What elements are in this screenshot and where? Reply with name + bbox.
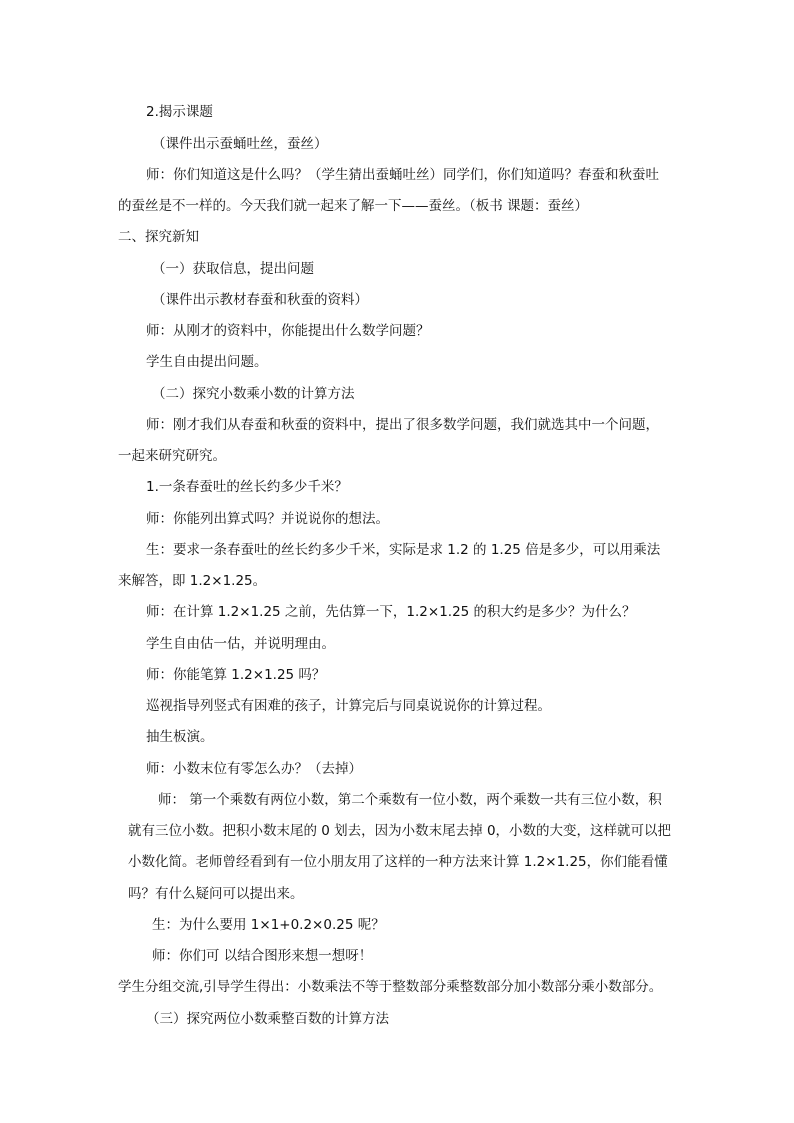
section-heading-explore: 二、探究新知: [118, 229, 199, 245]
paragraph-line: 师：小数末位有零怎么办？（去掉）: [146, 761, 362, 777]
paragraph-line: 生：为什么要用 1×1+0.2×0.25 呢？: [152, 917, 385, 933]
paragraph-line: 学生分组交流,引导学生得出：小数乘法不等于整数部分乘整数部分加小数部分乘小数部分。: [118, 979, 663, 995]
paragraph-line: 巡视指导列竖式有困难的孩子，计算完后与同桌说说你的计算过程。: [146, 698, 551, 714]
paragraph-line: 抽生板演。: [146, 729, 214, 745]
paragraph-line: 就有三位小数。把积小数末尾的 0 划去，因为小数末尾去掉 0，小数的大变，这样就可以把: [128, 823, 672, 839]
heading-reveal-topic: 2.揭示课题: [146, 104, 213, 120]
paragraph-line: 吗？有什么疑问可以提出来。: [128, 886, 304, 902]
paragraph-line: （课件出示蚕蛹吐丝，蚕丝）: [152, 136, 328, 152]
paragraph-line: 来解答，即 1.2×1.25。: [118, 573, 267, 589]
paragraph-line: 师： 第一个乘数有两位小数，第二个乘数有一位小数，两个乘数一共有三位小数，积: [158, 792, 662, 808]
paragraph-line: 的蚕丝是不一样的。今天我们就一起来了解一下——蚕丝。（板书 课题：蚕丝）: [118, 198, 589, 214]
subsection-heading: （一）获取信息，提出问题: [152, 261, 314, 277]
subsection-heading: （二）探究小数乘小数的计算方法: [152, 386, 355, 402]
paragraph-line: 师：你能笔算 1.2×1.25 吗？: [146, 667, 326, 683]
paragraph-line: 小数化简。老师曾经看到有一位小朋友用了这样的一种方法来计算 1.2×1.25，你们能看懂: [128, 854, 668, 870]
paragraph-line: 学生自由提出问题。: [146, 354, 268, 370]
paragraph-line: 师：你能列出算式吗？并说说你的想法。: [146, 511, 389, 527]
paragraph-line: 生：要求一条春蚕吐的丝长约多少千米，实际是求 1.2 的 1.25 倍是多少，可以用乘法: [146, 542, 661, 558]
paragraph-line: 师：你们可 以结合图形来想一想呀！: [152, 948, 373, 964]
subsection-heading: （三）探究两位小数乘整百数的计算方法: [146, 1011, 389, 1027]
paragraph-line: （课件出示教材春蚕和秋蚕的资料）: [152, 292, 368, 308]
paragraph-line: 师：刚才我们从春蚕和秋蚕的资料中，提出了很多数学问题，我们就选其中一个问题，: [146, 417, 659, 433]
paragraph-line: 1.一条春蚕吐的丝长约多少千米？: [146, 479, 348, 495]
paragraph-line: 师：从刚才的资料中，你能提出什么数学问题？: [146, 323, 430, 339]
paragraph-line: 一起来研究研究。: [118, 448, 226, 464]
paragraph-line: 师：你们知道这是什么吗？（学生猜出蚕蛹吐丝）同学们，你们知道吗？春蚕和秋蚕吐: [146, 167, 659, 183]
paragraph-line: 学生自由估一估，并说明理由。: [146, 636, 335, 652]
paragraph-line: 师：在计算 1.2×1.25 之前，先估算一下，1.2×1.25 的积大约是多少？为什么？: [146, 604, 636, 620]
